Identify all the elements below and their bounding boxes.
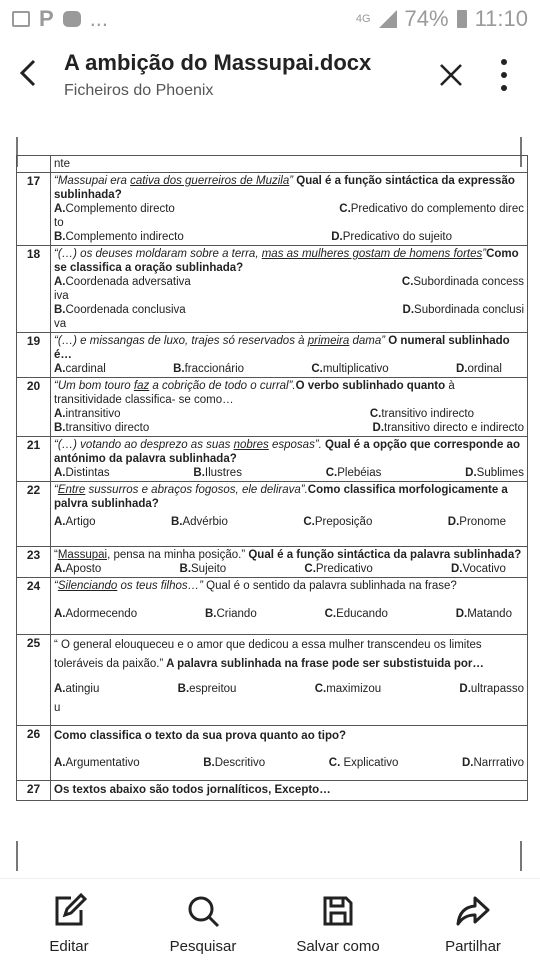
share-icon xyxy=(455,893,491,929)
option-c: Preposição xyxy=(314,516,373,528)
option-d: transitivo directo e indirecto xyxy=(384,422,524,434)
question-number: 20 xyxy=(17,378,51,437)
status-dots: ... xyxy=(89,6,109,31)
option-a: cardinal xyxy=(65,363,106,375)
option-c: Predicativo do complemento direc xyxy=(350,203,524,215)
option-d: Predicativo do sujeito xyxy=(342,231,452,243)
save-as-button[interactable] xyxy=(283,893,393,955)
option-a: atingiu xyxy=(65,683,100,695)
question-number: 25 xyxy=(17,635,51,726)
question-cell: “(…) votando ao desprezo as suas nobres esposas”. Qual é a opção que corresponde ao antónimo da palavra sublinhada? A.Distintas B.Ilustres C.Plebéias D.Sublimes xyxy=(51,437,528,482)
option-a: Aposto xyxy=(65,563,102,575)
row-fragment: nte xyxy=(51,156,528,173)
search-icon xyxy=(185,893,221,929)
option-a: Complemento directo xyxy=(65,203,175,215)
question-number: 21 xyxy=(17,437,51,482)
share-button[interactable] xyxy=(418,893,528,955)
option-c: Subordinada concess xyxy=(413,276,524,288)
option-b: transitivo directo xyxy=(65,422,150,434)
option-b: fraccionário xyxy=(184,363,245,375)
save-icon xyxy=(320,893,356,929)
question-number: 27 xyxy=(17,781,51,801)
option-d: ordinal xyxy=(467,363,502,375)
question-cell: “Entre sussurros e abraços fogosos, ele delirava”.Como classifica morfologicamente a palvra sublinhada? A.Artigo B.Advérbio C.Preposição D.Pronome xyxy=(51,482,528,547)
question-cell: “ O general elouqueceu e o amor que dedicou a essa mulher transcendeu os limites toleráveis da paixão.” A palavra sublinhada na frase pode ser substistuida por… A.atingiu B.espreitou C.maximizou D.ultrapasso u xyxy=(51,635,528,726)
option-c: maximizou xyxy=(326,683,382,695)
option-d: Matando xyxy=(467,608,512,620)
question-row-24 xyxy=(17,578,528,635)
option-a: Artigo xyxy=(65,516,96,528)
search-button[interactable] xyxy=(148,893,258,955)
question-row-25 xyxy=(17,635,528,726)
option-d: Narrrativo xyxy=(473,757,524,769)
option-b: espreitou xyxy=(189,683,237,695)
image-icon xyxy=(12,11,30,27)
option-d: Pronome xyxy=(459,516,506,528)
question-number: 17 xyxy=(17,173,51,246)
option-b: Sujeito xyxy=(191,563,227,575)
crop-mark xyxy=(520,841,522,871)
question-cell: “Massupai era cativa dos guerreiros de Muzila” Qual é a função sintáctica da expressão sublinhada? A.Complemento directo C.Predicativo do complemento direc to B.Complemento indirecto D.Predicativo do sujeito xyxy=(51,173,528,246)
option-c: transitivo indirecto xyxy=(381,408,474,420)
crop-mark xyxy=(16,841,18,871)
question-number: 23 xyxy=(17,547,51,578)
question-row-23 xyxy=(17,547,528,578)
question-number: 19 xyxy=(17,333,51,378)
close-icon[interactable] xyxy=(436,60,466,90)
option-c: multiplicativo xyxy=(322,363,389,375)
question-row-22 xyxy=(17,482,528,547)
question-cell: “(…) e missangas de luxo, trajes só reservados à primeira dama” O numeral sublinhado é… A.cardinal B.fraccionário C.multiplicativo D.ordinal xyxy=(51,333,528,378)
question-row-17 xyxy=(17,173,528,246)
question-cell: “Massupai, pensa na minha posição.” Qual é a função sintáctica da palavra sublinhada? A.Aposto B.Sujeito C.Predicativo D.Vocativo xyxy=(51,547,528,578)
p-icon: P xyxy=(39,6,54,31)
question-number: 24 xyxy=(17,578,51,635)
bottom-toolbar xyxy=(0,878,540,960)
question-number: 26 xyxy=(17,726,51,781)
document-viewer[interactable] xyxy=(0,113,540,878)
question-row-21 xyxy=(17,437,528,482)
questions-table xyxy=(16,155,528,801)
question-row-19 xyxy=(17,333,528,378)
option-b: Criando xyxy=(216,608,257,620)
battery-icon xyxy=(457,10,467,28)
app-bar xyxy=(0,38,540,113)
option-b: Advérbio xyxy=(182,516,228,528)
table-row xyxy=(17,156,528,173)
save-as-label: Salvar como xyxy=(296,938,380,955)
option-a: Coordenada adversativa xyxy=(65,276,191,288)
option-a: intransitivo xyxy=(65,408,121,420)
signal-icon xyxy=(379,10,397,28)
option-c: Predicativo xyxy=(315,563,373,575)
option-c: Educando xyxy=(336,608,388,620)
status-bar xyxy=(0,0,540,38)
option-b: Descritivo xyxy=(214,757,266,769)
question-number: 18 xyxy=(17,246,51,333)
edit-button[interactable] xyxy=(14,893,124,955)
option-c: Explicativo xyxy=(340,757,399,769)
network-label: 4G xyxy=(355,13,371,25)
option-d: ultrapasso xyxy=(470,683,524,695)
question-row-20 xyxy=(17,378,528,437)
question-row-18 xyxy=(17,246,528,333)
question-row-27 xyxy=(17,781,528,801)
question-cell: “Silenciando os teus filhos…” Qual é o sentido da palavra sublinhada na frase? A.Adormecendo B.Criando C.Educando D.Matando xyxy=(51,578,528,635)
option-d: Vocativo xyxy=(462,563,506,575)
option-a: Distintas xyxy=(65,467,110,479)
question-row-26 xyxy=(17,726,528,781)
search-label: Pesquisar xyxy=(169,938,237,955)
more-options-icon[interactable] xyxy=(496,56,512,92)
battery-percent: 74% xyxy=(404,6,449,31)
youtube-icon xyxy=(63,11,81,27)
option-b: Complemento indirecto xyxy=(65,231,184,243)
document-location: Ficheiros do Phoenix xyxy=(64,82,214,99)
question-cell: Os textos abaixo são todos jornalíticos, Excepto… xyxy=(51,781,528,801)
clock: 11:10 xyxy=(474,6,528,31)
question-number: 22 xyxy=(17,482,51,547)
question-cell: “(…) os deuses moldaram sobre a terra, mas as mulheres gostam de homens fortes”Como se classifica a oração sublinhada? A.Coordenada adversativa C.Subordinada concess iva B.Coordenada conclusiva D.Subordinada conclusi va xyxy=(51,246,528,333)
share-label: Partilhar xyxy=(445,938,501,955)
option-a: Adormecendo xyxy=(65,608,138,620)
option-c: Plebéias xyxy=(337,467,382,479)
option-b: Coordenada conclusiva xyxy=(65,304,186,316)
option-b: Ilustres xyxy=(204,467,242,479)
option-a: Argumentativo xyxy=(65,757,140,769)
edit-label: Editar xyxy=(49,938,89,955)
edit-icon xyxy=(51,893,87,929)
document-title: A ambição do Massupai.docx xyxy=(64,50,372,75)
back-arrow-icon[interactable] xyxy=(14,56,48,90)
option-d: Subordinada conclusi xyxy=(414,304,524,316)
question-cell: “Um bom touro faz a cobrição de todo o curral”.O verbo sublinhado quanto à transitividade classifica- se como… A.intransitivo C.transitivo indirecto B.transitivo directo D.transitivo directo e indirecto xyxy=(51,378,528,437)
question-cell: Como classifica o texto da sua prova quanto ao tipo? A.Argumentativo B.Descritivo C. Explicativo D.Narrrativo xyxy=(51,726,528,781)
option-d: Sublimes xyxy=(476,467,524,479)
